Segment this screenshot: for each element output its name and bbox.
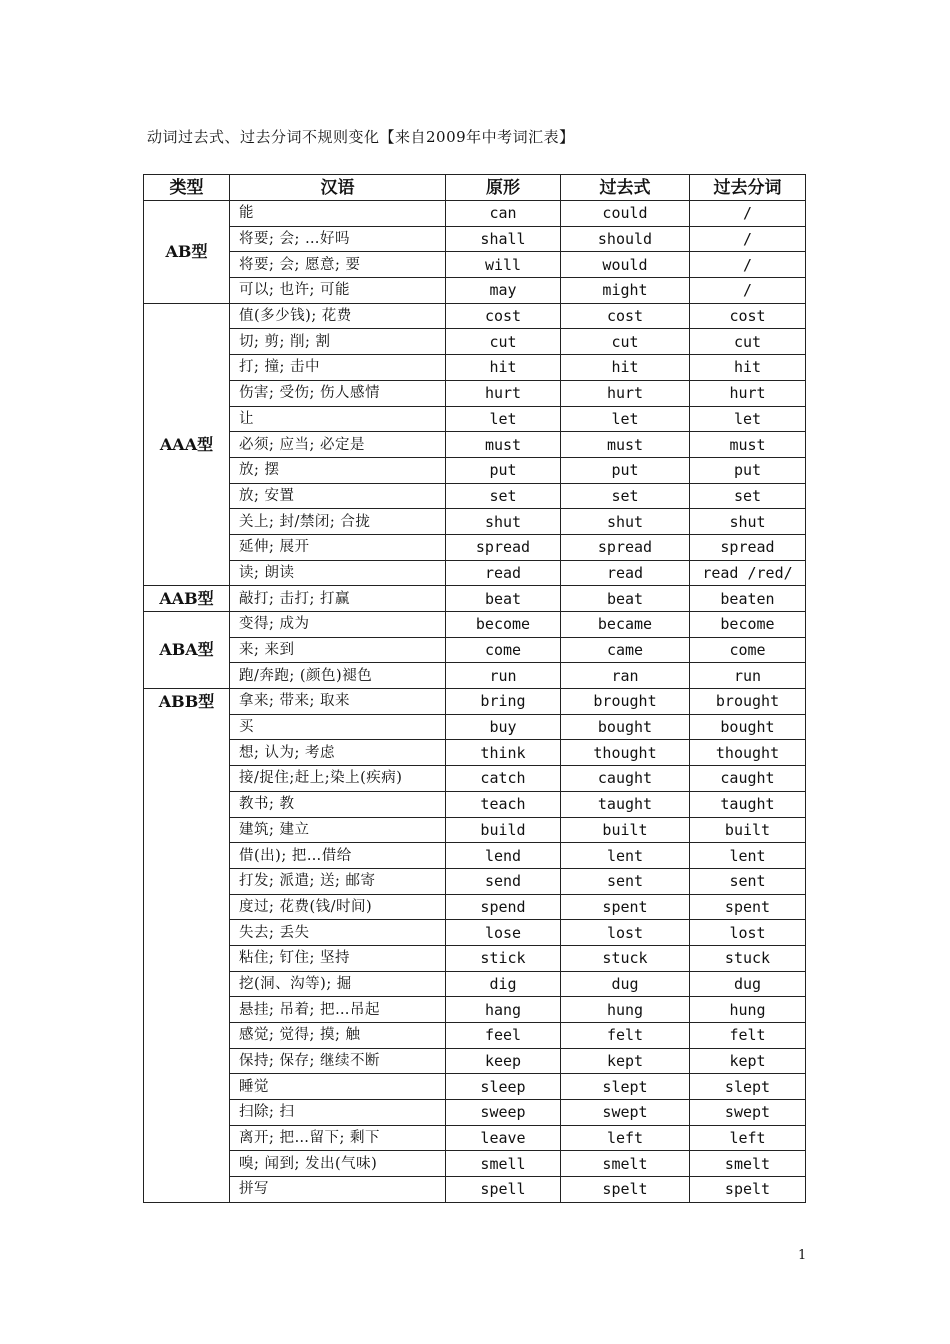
table-row: [144, 1074, 806, 1100]
past-tense-cell: left: [561, 1125, 690, 1151]
chinese-meaning-cell: 来; 来到: [230, 637, 446, 663]
past-tense-cell: spelt: [561, 1177, 690, 1203]
chinese-meaning-cell: 扫除; 扫: [230, 1100, 446, 1126]
past-tense-cell: caught: [561, 766, 690, 792]
past-tense-cell: came: [561, 637, 690, 663]
chinese-meaning-cell: 教书; 教: [230, 791, 446, 817]
chinese-meaning-cell: 度过; 花费(钱/时间): [230, 894, 446, 920]
base-form-cell: bring: [446, 689, 561, 715]
table-row: [144, 714, 806, 740]
base-form-cell: smell: [446, 1151, 561, 1177]
past-participle-cell: hit: [690, 355, 806, 381]
base-form-cell: hit: [446, 355, 561, 381]
past-tense-cell: stuck: [561, 945, 690, 971]
table-row: [144, 329, 806, 355]
base-form-cell: cut: [446, 329, 561, 355]
chinese-meaning-cell: 拼写: [230, 1177, 446, 1203]
base-form-cell: buy: [446, 714, 561, 740]
table-row: [144, 920, 806, 946]
past-participle-cell: put: [690, 457, 806, 483]
base-form-cell: may: [446, 278, 561, 304]
chinese-meaning-cell: 接/捉住;赶上;染上(疾病): [230, 766, 446, 792]
past-tense-cell: would: [561, 252, 690, 278]
table-row: [144, 663, 806, 689]
chinese-meaning-cell: 延伸; 展开: [230, 534, 446, 560]
chinese-meaning-cell: 嗅; 闻到; 发出(气味): [230, 1151, 446, 1177]
past-participle-cell: felt: [690, 1023, 806, 1049]
past-tense-cell: could: [561, 201, 690, 227]
past-tense-cell: dug: [561, 971, 690, 997]
table-row: [144, 1177, 806, 1203]
past-participle-cell: spent: [690, 894, 806, 920]
base-form-cell: spend: [446, 894, 561, 920]
chinese-meaning-cell: 读; 朗读: [230, 560, 446, 586]
table-row: [144, 997, 806, 1023]
past-tense-cell: sent: [561, 868, 690, 894]
table-row: [144, 740, 806, 766]
base-form-cell: lose: [446, 920, 561, 946]
verb-type-cell: ABA型: [144, 612, 230, 689]
past-tense-cell: lost: [561, 920, 690, 946]
past-participle-cell: dug: [690, 971, 806, 997]
past-tense-cell: lent: [561, 843, 690, 869]
verb-type-cell: ABB型: [144, 689, 230, 1203]
past-tense-cell: must: [561, 432, 690, 458]
base-form-cell: spread: [446, 534, 561, 560]
table-body: [144, 201, 806, 1203]
past-tense-cell: let: [561, 406, 690, 432]
base-form-cell: must: [446, 432, 561, 458]
past-tense-cell: should: [561, 226, 690, 252]
past-participle-cell: swept: [690, 1100, 806, 1126]
base-form-cell: run: [446, 663, 561, 689]
table-row: [144, 432, 806, 458]
base-form-cell: catch: [446, 766, 561, 792]
base-form-cell: build: [446, 817, 561, 843]
past-tense-cell: spread: [561, 534, 690, 560]
chinese-meaning-cell: 敲打; 击打; 打赢: [230, 586, 446, 612]
past-tense-cell: thought: [561, 740, 690, 766]
table-row: [144, 278, 806, 304]
past-participle-cell: come: [690, 637, 806, 663]
table-row: [144, 252, 806, 278]
past-participle-cell: shut: [690, 509, 806, 535]
chinese-meaning-cell: 想; 认为; 考虑: [230, 740, 446, 766]
table-row: [144, 766, 806, 792]
table-row: [144, 817, 806, 843]
table-row: [144, 637, 806, 663]
base-form-cell: stick: [446, 945, 561, 971]
past-participle-cell: sent: [690, 868, 806, 894]
base-form-cell: sweep: [446, 1100, 561, 1126]
past-participle-cell: cut: [690, 329, 806, 355]
table-row: [144, 689, 806, 715]
chinese-meaning-cell: 挖(洞、沟等); 掘: [230, 971, 446, 997]
table-row: [144, 201, 806, 227]
verb-type-cell: AAB型: [144, 586, 230, 612]
header-type: 类型: [144, 175, 230, 201]
table-row: [144, 534, 806, 560]
past-participle-cell: brought: [690, 689, 806, 715]
table-row: [144, 612, 806, 638]
base-form-cell: put: [446, 457, 561, 483]
header-past-tense: 过去式: [561, 175, 690, 201]
past-tense-cell: brought: [561, 689, 690, 715]
header-base-form: 原形: [446, 175, 561, 201]
past-participle-cell: kept: [690, 1048, 806, 1074]
chinese-meaning-cell: 将要; 会; 愿意; 要: [230, 252, 446, 278]
past-participle-cell: thought: [690, 740, 806, 766]
past-tense-cell: read: [561, 560, 690, 586]
past-participle-cell: caught: [690, 766, 806, 792]
past-participle-cell: become: [690, 612, 806, 638]
irregular-verbs-table: [143, 174, 806, 1203]
past-tense-cell: hurt: [561, 380, 690, 406]
document-title: 动词过去式、过去分词不规则变化【来自2009年中考词汇表】: [147, 128, 575, 146]
past-tense-cell: slept: [561, 1074, 690, 1100]
past-participle-cell: let: [690, 406, 806, 432]
chinese-meaning-cell: 建筑; 建立: [230, 817, 446, 843]
past-tense-cell: taught: [561, 791, 690, 817]
past-tense-cell: cut: [561, 329, 690, 355]
past-participle-cell: /: [690, 201, 806, 227]
base-form-cell: dig: [446, 971, 561, 997]
chinese-meaning-cell: 打; 撞; 击中: [230, 355, 446, 381]
chinese-meaning-cell: 切; 剪; 削; 割: [230, 329, 446, 355]
table-row: [144, 868, 806, 894]
past-participle-cell: lent: [690, 843, 806, 869]
table-row: [144, 586, 806, 612]
table-row: [144, 894, 806, 920]
table-row: [144, 303, 806, 329]
past-tense-cell: hung: [561, 997, 690, 1023]
past-tense-cell: became: [561, 612, 690, 638]
base-form-cell: teach: [446, 791, 561, 817]
base-form-cell: set: [446, 483, 561, 509]
table-row: [144, 1100, 806, 1126]
past-tense-cell: smelt: [561, 1151, 690, 1177]
past-participle-cell: read /red/: [690, 560, 806, 586]
page-number: 1: [798, 1248, 807, 1263]
table-row: [144, 1125, 806, 1151]
base-form-cell: spell: [446, 1177, 561, 1203]
past-participle-cell: smelt: [690, 1151, 806, 1177]
past-participle-cell: cost: [690, 303, 806, 329]
past-tense-cell: set: [561, 483, 690, 509]
base-form-cell: will: [446, 252, 561, 278]
base-form-cell: read: [446, 560, 561, 586]
chinese-meaning-cell: 悬挂; 吊着; 把…吊起: [230, 997, 446, 1023]
past-participle-cell: taught: [690, 791, 806, 817]
chinese-meaning-cell: 必须; 应当; 必定是: [230, 432, 446, 458]
base-form-cell: keep: [446, 1048, 561, 1074]
chinese-meaning-cell: 值(多少钱); 花费: [230, 303, 446, 329]
chinese-meaning-cell: 变得; 成为: [230, 612, 446, 638]
past-tense-cell: hit: [561, 355, 690, 381]
table-row: [144, 971, 806, 997]
past-participle-cell: bought: [690, 714, 806, 740]
past-participle-cell: lost: [690, 920, 806, 946]
table-row: [144, 560, 806, 586]
base-form-cell: feel: [446, 1023, 561, 1049]
past-tense-cell: shut: [561, 509, 690, 535]
chinese-meaning-cell: 关上; 封/禁闭; 合拢: [230, 509, 446, 535]
base-form-cell: leave: [446, 1125, 561, 1151]
table-row: [144, 355, 806, 381]
chinese-meaning-cell: 感觉; 觉得; 摸; 触: [230, 1023, 446, 1049]
past-participle-cell: built: [690, 817, 806, 843]
base-form-cell: become: [446, 612, 561, 638]
table-row: [144, 509, 806, 535]
chinese-meaning-cell: 放; 摆: [230, 457, 446, 483]
table-header-row: [144, 175, 806, 201]
chinese-meaning-cell: 睡觉: [230, 1074, 446, 1100]
base-form-cell: sleep: [446, 1074, 561, 1100]
chinese-meaning-cell: 伤害; 受伤; 伤人感情: [230, 380, 446, 406]
past-tense-cell: cost: [561, 303, 690, 329]
chinese-meaning-cell: 能: [230, 201, 446, 227]
past-tense-cell: beat: [561, 586, 690, 612]
past-tense-cell: bought: [561, 714, 690, 740]
table-row: [144, 483, 806, 509]
table-row: [144, 843, 806, 869]
chinese-meaning-cell: 拿来; 带来; 取来: [230, 689, 446, 715]
table-row: [144, 380, 806, 406]
base-form-cell: let: [446, 406, 561, 432]
chinese-meaning-cell: 借(出); 把…借给: [230, 843, 446, 869]
base-form-cell: shall: [446, 226, 561, 252]
base-form-cell: send: [446, 868, 561, 894]
past-participle-cell: hurt: [690, 380, 806, 406]
base-form-cell: lend: [446, 843, 561, 869]
base-form-cell: cost: [446, 303, 561, 329]
chinese-meaning-cell: 离开; 把…留下; 剩下: [230, 1125, 446, 1151]
chinese-meaning-cell: 让: [230, 406, 446, 432]
header-past-participle: 过去分词: [690, 175, 806, 201]
base-form-cell: beat: [446, 586, 561, 612]
past-tense-cell: felt: [561, 1023, 690, 1049]
past-participle-cell: hung: [690, 997, 806, 1023]
chinese-meaning-cell: 打发; 派遣; 送; 邮寄: [230, 868, 446, 894]
past-tense-cell: swept: [561, 1100, 690, 1126]
chinese-meaning-cell: 可以; 也许; 可能: [230, 278, 446, 304]
past-tense-cell: put: [561, 457, 690, 483]
past-participle-cell: slept: [690, 1074, 806, 1100]
past-participle-cell: left: [690, 1125, 806, 1151]
past-participle-cell: /: [690, 226, 806, 252]
table-row: [144, 791, 806, 817]
chinese-meaning-cell: 买: [230, 714, 446, 740]
base-form-cell: come: [446, 637, 561, 663]
past-tense-cell: spent: [561, 894, 690, 920]
table-row: [144, 1023, 806, 1049]
table-row: [144, 406, 806, 432]
chinese-meaning-cell: 保持; 保存; 继续不断: [230, 1048, 446, 1074]
chinese-meaning-cell: 放; 安置: [230, 483, 446, 509]
base-form-cell: hang: [446, 997, 561, 1023]
past-tense-cell: might: [561, 278, 690, 304]
table-row: [144, 1048, 806, 1074]
past-tense-cell: built: [561, 817, 690, 843]
past-participle-cell: beaten: [690, 586, 806, 612]
table-row: [144, 1151, 806, 1177]
past-participle-cell: /: [690, 252, 806, 278]
past-participle-cell: must: [690, 432, 806, 458]
chinese-meaning-cell: 失去; 丢失: [230, 920, 446, 946]
base-form-cell: hurt: [446, 380, 561, 406]
chinese-meaning-cell: 将要; 会; …好吗: [230, 226, 446, 252]
past-tense-cell: kept: [561, 1048, 690, 1074]
verb-type-cell: AB型: [144, 201, 230, 304]
past-participle-cell: run: [690, 663, 806, 689]
past-participle-cell: spelt: [690, 1177, 806, 1203]
table-row: [144, 457, 806, 483]
table-row: [144, 226, 806, 252]
past-tense-cell: ran: [561, 663, 690, 689]
past-participle-cell: /: [690, 278, 806, 304]
past-participle-cell: set: [690, 483, 806, 509]
base-form-cell: shut: [446, 509, 561, 535]
base-form-cell: think: [446, 740, 561, 766]
chinese-meaning-cell: 跑/奔跑; (颜色)褪色: [230, 663, 446, 689]
header-chinese: 汉语: [230, 175, 446, 201]
past-participle-cell: stuck: [690, 945, 806, 971]
past-participle-cell: spread: [690, 534, 806, 560]
chinese-meaning-cell: 粘住; 钉住; 坚持: [230, 945, 446, 971]
table-row: [144, 945, 806, 971]
verb-type-cell: AAA型: [144, 303, 230, 586]
base-form-cell: can: [446, 201, 561, 227]
